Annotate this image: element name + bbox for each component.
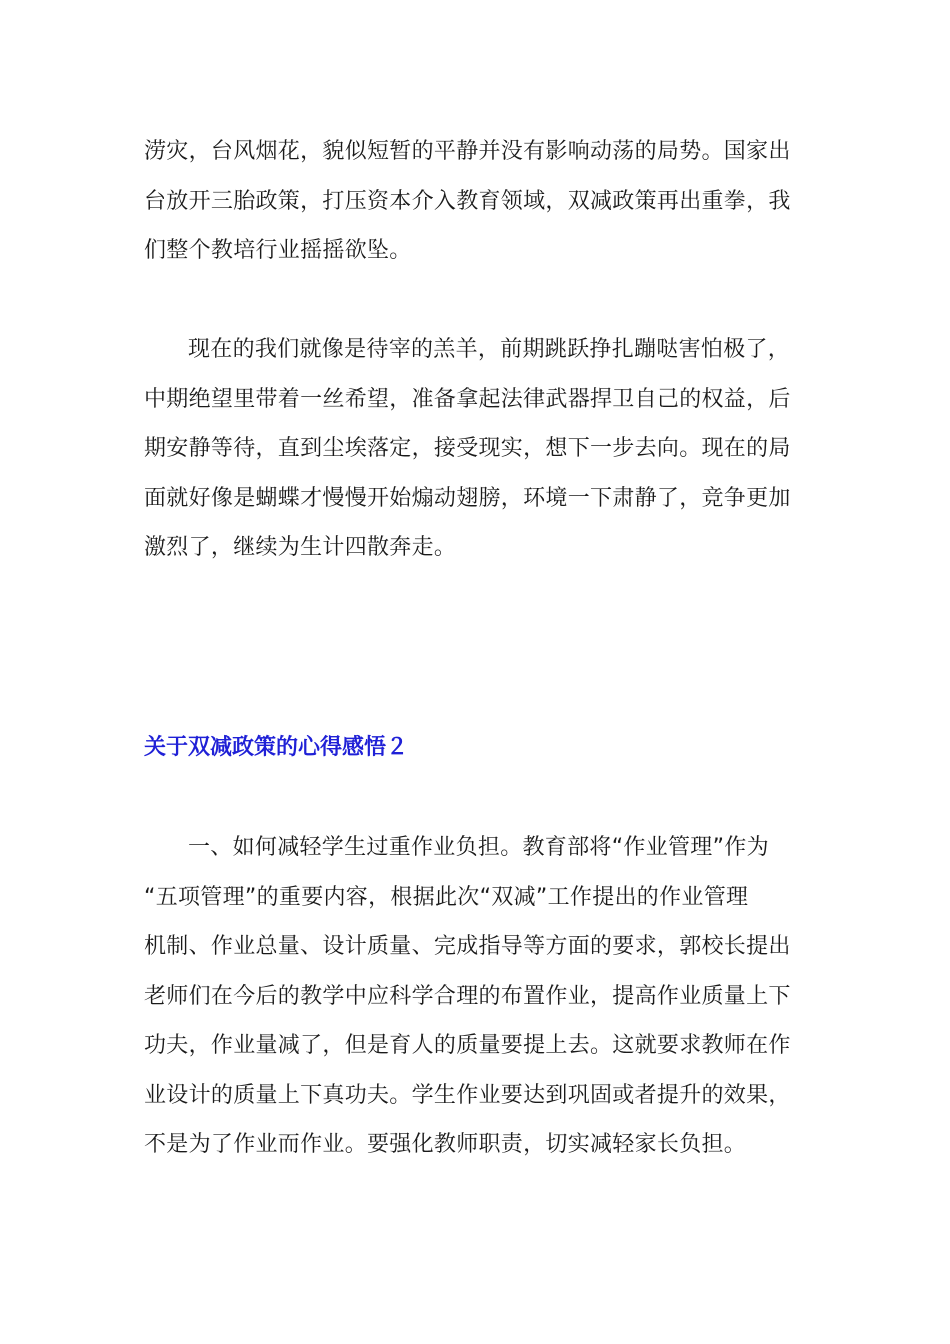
paragraph-line: 业设计的质量上下真功夫。学生作业要达到巩固或者提升的效果， (144, 1082, 791, 1108)
paragraph-line: 不是为了作业而作业。要强化教师职责，切实减轻家长负担。 (144, 1132, 747, 1157)
paragraph-1 (144, 127, 809, 276)
paragraph-line: 期安静等待，直到尘埃落定，接受现实，想下一步去向。现在的局 (144, 436, 791, 461)
paragraph-line: 老师们在今后的教学中应科学合理的布置作业，提高作业质量上下 (144, 983, 791, 1009)
paragraph-line: 中期绝望里带着一丝希望，准备拿起法律武器捍卫自己的权益，后 (144, 386, 791, 412)
paragraph-line: 现在的我们就像是待宰的羔羊，前期跳跃挣扎蹦哒害怕极了， (188, 337, 791, 362)
paragraph-line: 一、如何减轻学生过重作业负担。教育部将“作业管理”作为 (188, 835, 769, 860)
paragraph-3 (144, 823, 809, 1170)
paragraph-line: 功夫，作业量减了，但是育人的质量要提上去。这就要求教师在作 (144, 1033, 791, 1058)
paragraph-line: 面就好像是蝴蝶才慢慢开始煽动翅膀，环境一下肃静了，竞争更加 (144, 485, 791, 511)
paragraph-line: 机制、作业总量、设计质量、完成指导等方面的要求，郭校长提出 (144, 934, 791, 959)
paragraph-line: 们整个教培行业摇摇欲坠。 (144, 238, 412, 263)
section-heading: 关于双减政策的心得感悟２ (144, 735, 409, 760)
paragraph-line: “五项管理”的重要内容，根据此次“双减”工作提出的作业管理 (144, 884, 749, 910)
paragraph-2 (144, 325, 809, 573)
paragraph-line: 台放开三胎政策，打压资本介入教育领域，双减政策再出重拳，我 (144, 188, 791, 214)
paragraph-line: 激烈了，继续为生计四散奔走。 (144, 535, 457, 560)
paragraph-line: 涝灾，台风烟花，貌似短暂的平静并没有影响动荡的局势。国家出 (144, 139, 791, 164)
